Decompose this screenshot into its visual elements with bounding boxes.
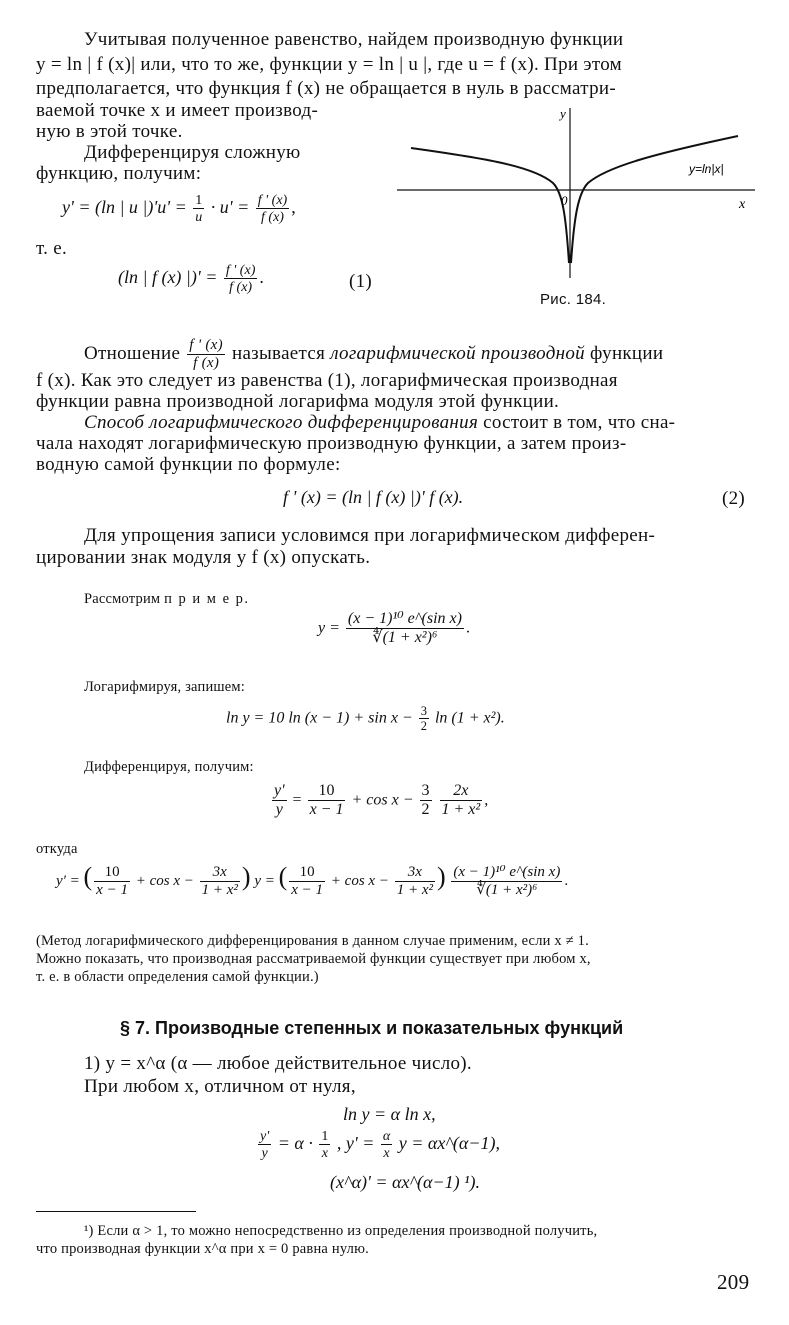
page-number: 209 bbox=[717, 1270, 750, 1294]
footnote-line-1: ¹) Если α > 1, то можно непосредственно из определения производной получить, bbox=[84, 1223, 598, 1239]
equation-1: (ln | f (x) |)' = $\frac{f ' (x)}{f (x)}$ . bbox=[118, 262, 264, 296]
item-1-line-1: 1) y = x^α (α — любое действительное число). bbox=[84, 1053, 472, 1074]
example-log-equation: ln y = 10 ln (x − 1) + sin x − $\frac{3}{2}$ ln (1 + x²). bbox=[226, 704, 505, 734]
paragraph-1-line-3: предполагается, что функция f (x) не обращается в нуль в рассматри- bbox=[36, 78, 616, 99]
paragraph-3-line-3: функции равна производной логарифма модуля этой функции. bbox=[36, 391, 560, 412]
figure-caption: Рис. 184. bbox=[540, 291, 607, 308]
example-whence: откуда bbox=[36, 841, 78, 857]
note-line-1: (Метод логарифмического дифференцирования в данном случае применим, если x ≠ 1. bbox=[36, 933, 589, 949]
item-1-equation-a: ln y = α ln x, bbox=[343, 1104, 436, 1124]
origin-label: 0 bbox=[561, 193, 568, 208]
curve-right-branch bbox=[571, 136, 738, 263]
paragraph-1-line-5: ную в этой точке. bbox=[36, 121, 183, 142]
paragraph-1-line-2: y = ln | f (x)| или, что то же, функции y = ln | u |, где u = f (x). При этом bbox=[36, 54, 622, 75]
curve-label: y=ln|x| bbox=[689, 162, 724, 176]
equation-2-number: (2) bbox=[722, 488, 746, 509]
example-intro: Рассмотрим п р и м е р. bbox=[84, 591, 250, 607]
item-1-equation-c: (x^α)' = αx^(α−1) ¹). bbox=[330, 1172, 481, 1192]
paragraph-3-line-1: Отношение $\frac{f ' (x)}{f (x)}$ называется логарифмической производной функции bbox=[84, 337, 664, 372]
paragraph-5-line-2: цировании знак модуля у f (x) опускать. bbox=[36, 547, 371, 568]
paragraph-5-line-1: Для упрощения записи условимся при логарифмическом дифферен- bbox=[84, 525, 656, 546]
equation-2: f ' (x) = (ln | f (x) |)' f (x). bbox=[283, 487, 464, 507]
paragraph-3-line-2: f (x). Как это следует из равенства (1), логарифмическая производная bbox=[36, 370, 618, 391]
example-final-equation: y' = ( $\frac{10}{x - 1}$ + cos x − $\frac{3x}{\text{1 + x²}}$ ) y = ( $\frac{10}{x - 1}$ + cos x − $\frac{3x}{\text{1 + x²}}$ ) $\frac{\text{(x − 1)¹⁰ e\textasciicircum{}(sin x)}}{\text{∜(1 + x²)⁶}}$ . bbox=[56, 862, 569, 899]
paragraph-4-line-1: Способ логарифмического дифференцирования состоит в том, что сна- bbox=[84, 412, 676, 433]
example-diff-intro: Дифференцируя, получим: bbox=[84, 759, 254, 775]
equation-1-number: (1) bbox=[349, 271, 373, 292]
paragraph-2-line-2: функцию, получим: bbox=[36, 163, 202, 184]
y-axis-label: y bbox=[560, 106, 566, 121]
chain-rule-equation: y' = (ln | u |)'u' = $\frac{1}{u}$ · u' = $\frac{f ' (x)}{f (x)}$ , bbox=[62, 192, 296, 226]
example-function: y = $\frac{\text{(x − 1)¹⁰ e\textasciicircum{}(sin x)}}{\text{∜(1 + x²)⁶}}$ . bbox=[318, 610, 470, 647]
footnote-line-2: что производная функции x^α при x = 0 равна нулю. bbox=[36, 1241, 369, 1257]
note-line-2: Можно показать, что производная рассматриваемой функции существует при любом x, bbox=[36, 951, 591, 967]
section-heading: § 7. Производные степенных и показательных функций bbox=[120, 1018, 624, 1038]
paragraph-1-line-4: ваемой точке x и имеет производ- bbox=[36, 100, 319, 121]
paragraph-4-line-3: водную самой функции по формуле: bbox=[36, 454, 341, 475]
item-1-equation-b: $\frac{y'}{y}$ = α · $\frac{1}{x}$ , y' = $\frac{\alpha}{x}$ y = αx^(α−1), bbox=[260, 1128, 500, 1162]
paragraph-2-line-1: Дифференцируя сложную bbox=[84, 142, 301, 163]
paragraph-4-line-2: чала находят логарифмическую производную функции, а затем произ- bbox=[36, 433, 627, 454]
figure-ln-abs-x bbox=[393, 98, 763, 288]
note-line-3: т. е. в области определения самой функции.) bbox=[36, 969, 319, 985]
curve-left-branch bbox=[411, 148, 569, 263]
example-log-intro: Логарифмируя, запишем: bbox=[84, 679, 246, 695]
paragraph-1-line-1: Учитывая полученное равенство, найдем производную функции bbox=[84, 29, 624, 50]
footnote-rule bbox=[36, 1211, 196, 1212]
item-1-line-2: При любом x, отличном от нуля, bbox=[84, 1076, 356, 1097]
that-is-label: т. е. bbox=[36, 238, 68, 259]
example-diff-equation: $\frac{y'}{y}$ = $\frac{10}{x - 1}$ + cos x − $\frac{3}{2}$ $\frac{2x}{\text{1 + x²}}$ , bbox=[274, 782, 489, 819]
x-axis-label: x bbox=[739, 197, 746, 212]
